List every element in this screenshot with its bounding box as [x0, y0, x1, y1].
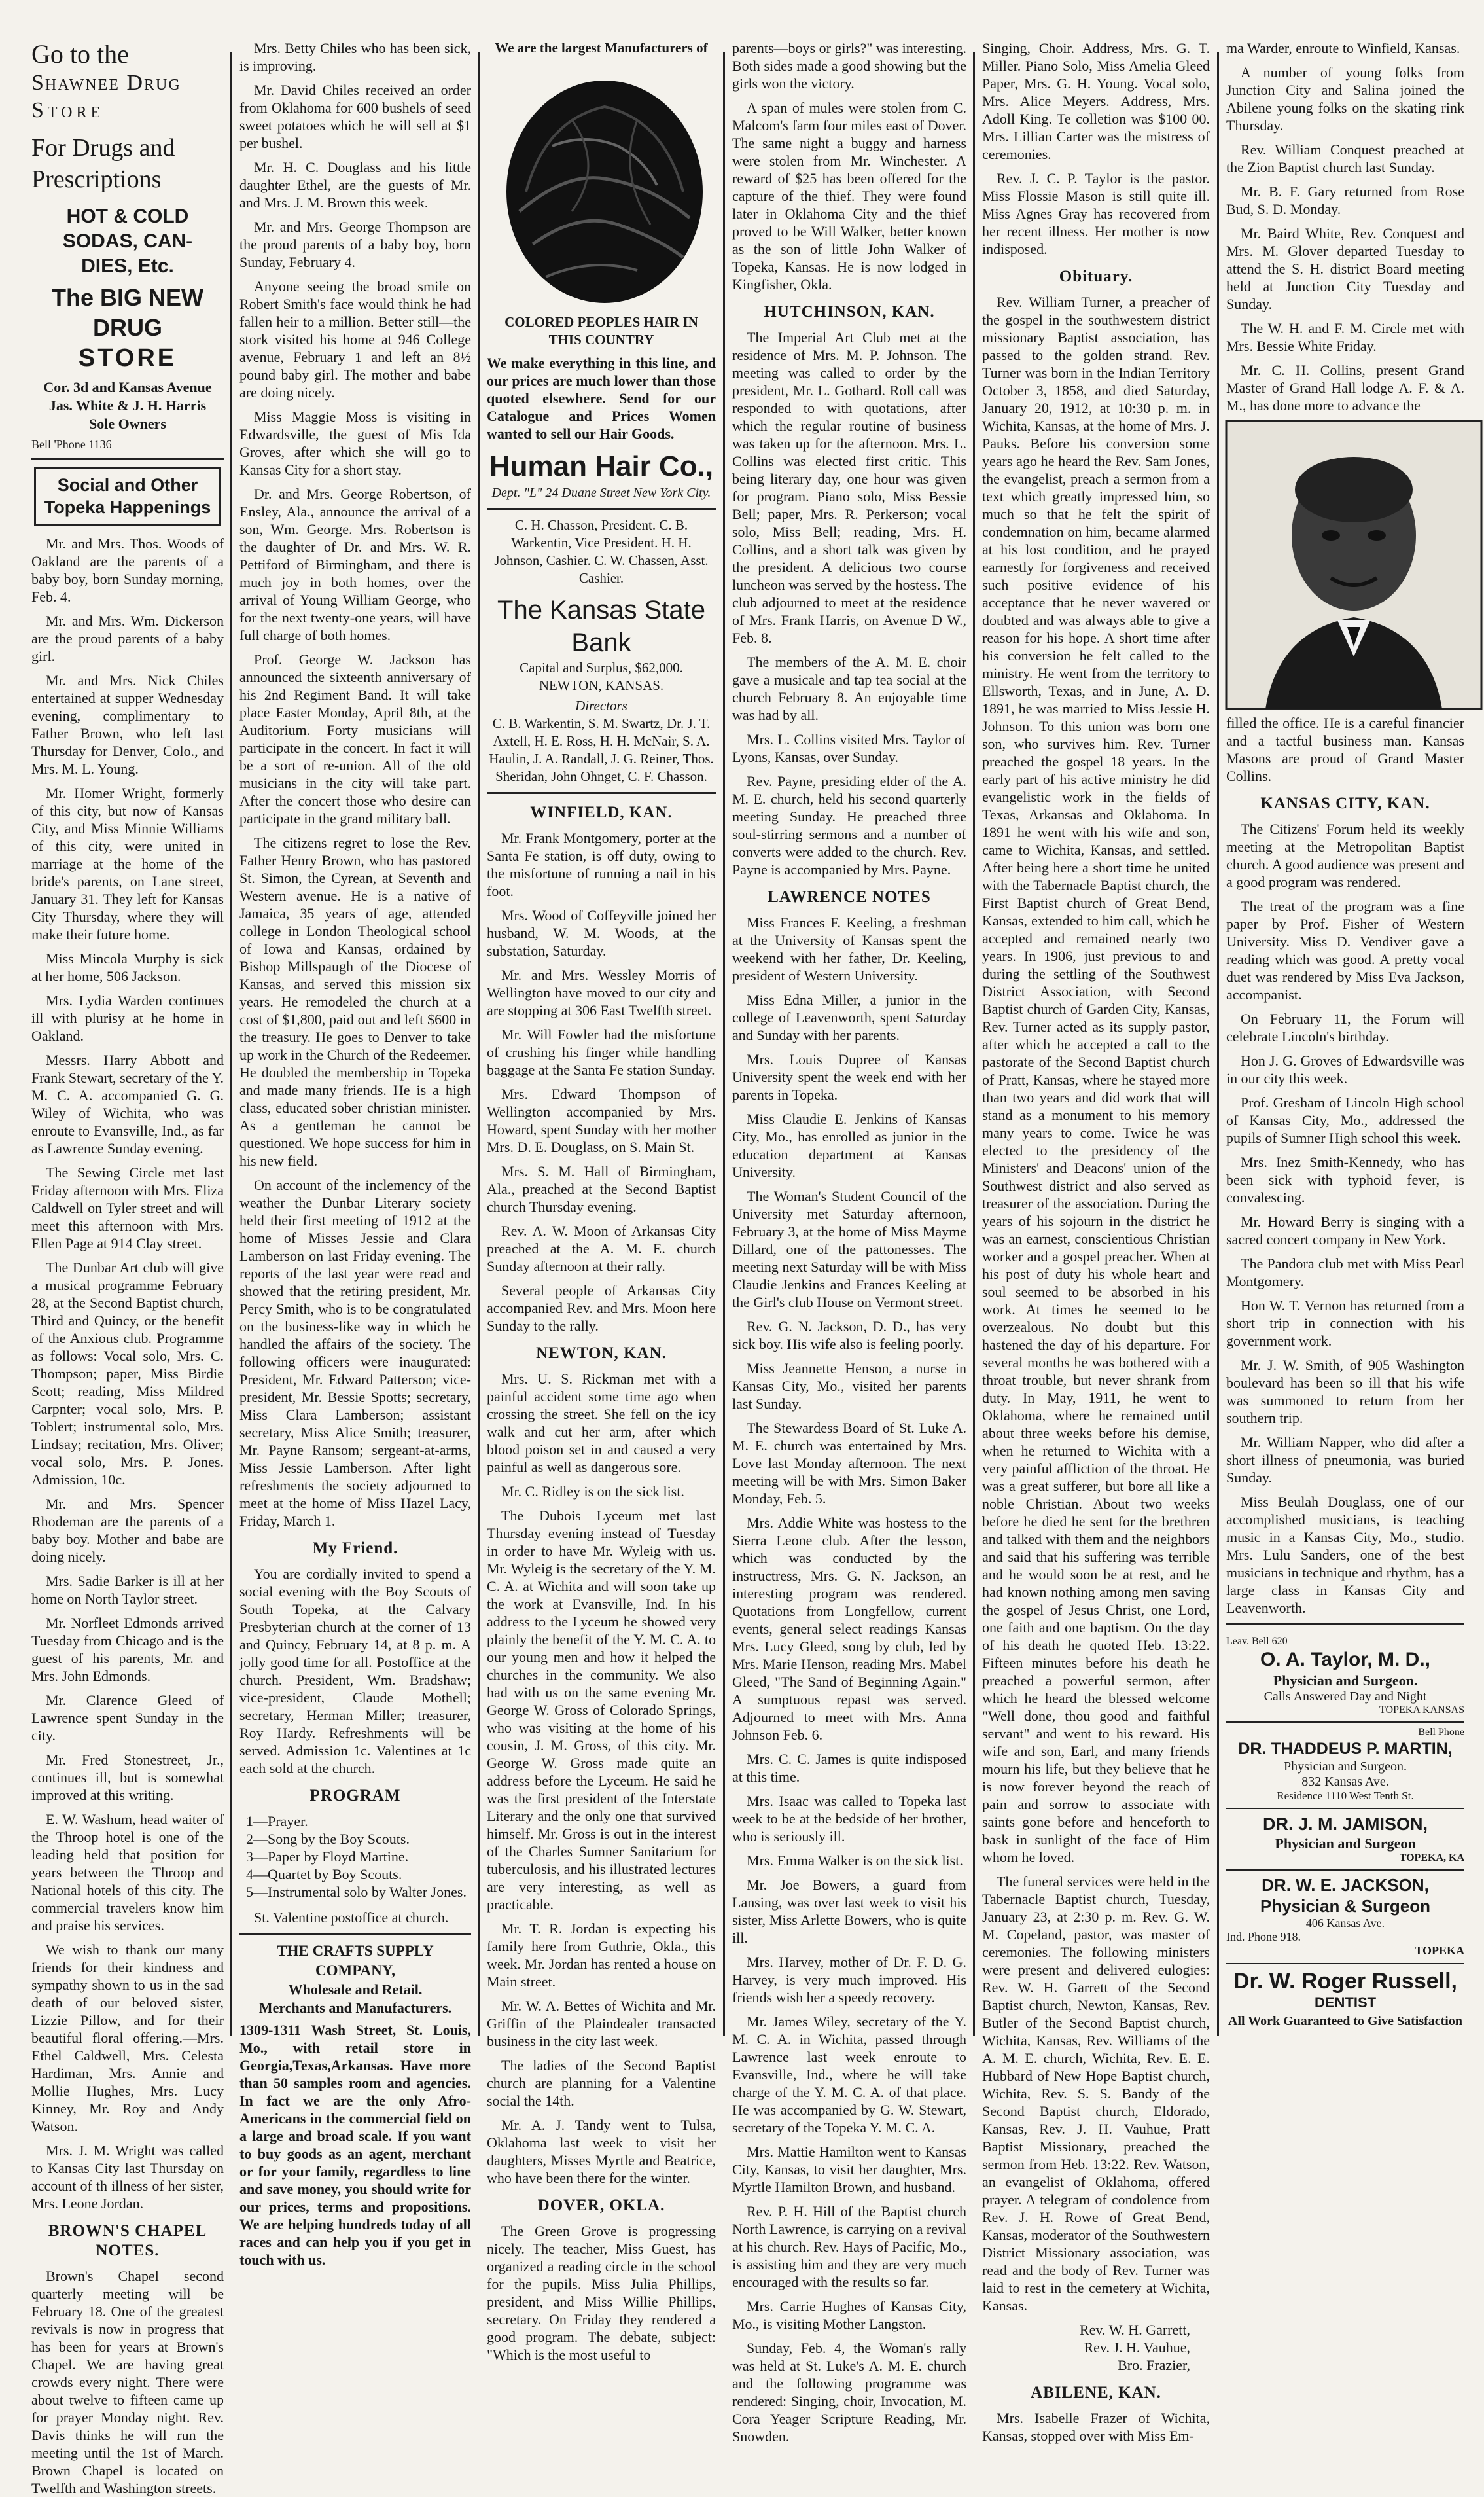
news-item: Brown's Chapel second quarterly meeting will be February 18. One of the greatest revivals is now in progress that has been for years at Brown's Chapel. We are having great crowds every night. There were about twelve to fifteen came up for prayer Monday night. Rev. Davis thinks he will run the meeting until the 1st of March. Brown Chapel is located on Twelfth and Washington streets.	[31, 2268, 224, 2496]
news-item: Mr. T. R. Jordan is expecting his family here from Guthrie, Okla., this week. Mr. Jordan has rented a house on Main street.	[487, 1920, 716, 1990]
news-item: St. Valentine postoffice at church.	[254, 1909, 449, 1926]
news-item: The Green Grove is progressing nicely. The teacher, Miss Guest, has organized a reading circle in the school for the pupils. Miss Julia Phillips, president, and Miss Willie Phillips, secretary. On Friday they rendered a good program. The debate, subject: "Which is the most useful to	[487, 2223, 716, 2363]
news-item: Mr. Howard Berry is singing with a sacred concert company in New York.	[1226, 1213, 1464, 1248]
news-item: The Citizens' Forum held its weekly meeting at the Metropolitan Baptist church. A good audience was present and a good program was rendered.	[1226, 821, 1464, 890]
news-item: Singing, Choir. Address, Mrs. G. T. Miller. Piano Solo, Miss Amelia Gleed Paper, Mrs. G. H. Young. Vocal solo, Mrs. Alice Meyers. Address, Mrs. Adoll King. Te colletion was $100 00. Mrs. Lillian Carter was the mistress of ceremonies.	[982, 40, 1210, 162]
news-item: The citizens regret to lose the Rev. Father Henry Brown, who has pastored St. Simon, the Cyrean, at Seventh and Western avenue. He is a native of Jamaica, 35 years of age, attended college in London Theological school of Iowa and Kansas, ordained by Bishop Millspaugh of the Diocese of Kansas, and served this mission six years. He remodeled the church at a cost of $1,800, paid out and left $600 in the treasury. He goes to Denver to take up work in the Church of the Redeemer. He doubled the membership in Topeka and made many friends. He is a high class, educated sober christian minister. As a gentleman he cannot be questioned. We hope success for him in his new field.	[239, 835, 471, 1169]
news-item: Mr. J. W. Smith, of 905 Washington boulevard has been so ill that his wife was summoned to return from her southern trip.	[1226, 1357, 1464, 1426]
ad-body: We make everything in this line, and our prices are much lower than those quoted elsewhere. Send for our Catalogue and Prices Women wanted to sell our Hair Goods.	[487, 355, 716, 442]
news-item: Messrs. Harry Abbott and Frank Stewart, secretary of the Y. M. C. A. accompanied G. G. Wiley of Wichita, who was enroute to Evansville, Ind., as far as Lawrence Sunday evening.	[31, 1052, 224, 1157]
news-item: Mr. and Mrs. George Thompson are the proud parents of a baby boy, born Sunday, February 4.	[239, 219, 471, 270]
news-item: A span of mules were stolen from C. Malcom's farm four miles east of Dover. The same night a buggy and harness were stolen from Mr. Winchester. A reward of $25 has been offered for the capture of the thief. They were found later in Oklahoma City and the thief proved to be Will Walker, better known as the son of little John Walker of Topeka, Kansas. He is now lodged in Kingfisher, Okla.	[732, 99, 966, 293]
news-item: Mrs. Edward Thompson of Wellington accompanied by Mrs. Howard, spent Sunday with her mother Mrs. D. E. Douglass, on S. Main St.	[487, 1086, 716, 1155]
shawnee-drug-ad	[31, 39, 224, 460]
news-item: Mr. C. H. Collins, present Grand Master of Grand Hall lodge A. F. & A. M., has done more to advance the	[1226, 362, 1464, 414]
news-item: Mr. and Mrs. Wessley Morris of Wellington have moved to our city and are stopping at 306 East Twelfth street.	[487, 967, 716, 1018]
news-item: The ladies of the Second Baptist church are planning for a Valentine social the 14th.	[487, 2057, 716, 2109]
ad-line: The BIG NEW DRUG	[52, 284, 203, 341]
news-item: Rev. William Conquest preached at the Zion Baptist church last Sunday.	[1226, 141, 1464, 175]
divider	[487, 508, 716, 510]
news-item: The Stewardess Board of St. Luke A. M. E. church was entertained by Mrs. Love last Monday afternoon. The next meeting will be with Mrs. Simon Baker Monday, Feb. 5.	[732, 1420, 966, 1507]
card-title: Physician and Surgeon	[1275, 1835, 1416, 1852]
news-item: parents—boys or girls?" was interesting. Both sides made a good showing but the girls won the victory.	[732, 40, 966, 92]
news-item: Mrs. C. C. James is quite indisposed at this time.	[732, 1751, 966, 1785]
ad-title: THE CRAFTS SUPPLY COMPANY,	[277, 1943, 434, 1979]
news-item: Rev. G. N. Jackson, D. D., has very sick boy. His wife also is feeling poorly.	[732, 1318, 966, 1352]
news-item: Mr. A. J. Tandy went to Tulsa, Oklahoma last week to visit her daughters, Misses Myrtle and Beatrice, who have been there for the winter.	[487, 2117, 716, 2186]
news-item: Mrs. Harvey, mother of Dr. F. D. G. Harvey, is very much improved. His friends wish her a speedy recovery.	[732, 1954, 966, 2005]
news-item: Mr. Fred Stonestreet, Jr., continues ill, but is somewhat improved at this writing.	[31, 1751, 224, 1803]
news-item: Rev. William Turner, a preacher of the gospel in the southwestern district missionary Baptist association, has passed to the golden strand. Rev. Turner was born in the Indian Territory October 3, 1858, and died Saturday, January 20, 1912, at 10:30 p. m. in Wichita, Kansas, at the home of Mrs. J. Pauks. Before his conversion some years ago he heard the Rev. Sam Jones, the evangelist, preach a sermon from a text which greatly impressed him, so much so that he felt the spirit of condemnation on him, became alarmed at his lost condition, and he prayed earnestly for forgiveness and received such positive evidence of his acceptance that he never wavered or doubted and was always able to give a reason for his hope. A short time after his conversion he felt called to the ministry. He went from the territory to Ellsworth, Texas, and in June, A. D. 1891, he was married to Miss Jessie H. Johnson. To this union was born one son, who survives him. Rev. Turner preached the gospel 18 years. In the early part of his active ministry he did evangelistic work in the fields of Texas, Arkansas and Oklahoma. In 1891 he went with his wife and son, came to Wichita, Kansas, and settled. After being here a short time he united with the Tabernacle Baptist church, the First Baptist church of Great Bend, Kansas, extended to him call, which he accepted and remained nearly two years. In 1906, just previous to and during the settling of the Southwest District Association, with Second Baptist church of Garden City, Kansas, Rev. Turner acted as its supply pastor, after which he accepted a call to the pastorate of the Second Baptist church of Pratt, Kansas, where he stayed more than two years and did work that will stand as a monument to his memory many years to come. Twice he was elected to the presidency of the Ministers' and Deacons' union of the Southwest district and also served as treasurer of the association. During the years of his sojourn in the district he was an earnest, conscientious Christian worker and a gospel preacher. When at his post of duty his whole heart and soul seemed to be absorbed in his work. At times he seemed to be overzealous. No doubt but this hastened the day of his departure. For several months he was bothered with a throat trouble, but never shrank from duty. In May, 1911, he went to Oklahoma, where he remained until about three weeks before his demise, when he returned to Wichita with a very painful affliction of the throat. He was a great sufferer, but bore all like a noble Christian. About two weeks before he died he sent for the brethren and talked with them and the neighbors and said that his suffering was terrible and he would soon be at rest, and he had known nothing among men saving the gospel of Jesus Christ, one Lord, one faith and one baptism. On the day of his death he quoted Heb. 13:22. Fifteen minutes before his death he preached a powerful sermon, after which he heard the blessed welcome "Well done, thou good and faithful servant" and went to his reward. His wife and son, Earl, and many friends mourn his life, but they believe that he is now forever beyond the reach of pain and sorrow to associate with saints gone before and henceforth to bask in sunlight of the face of Him whom he loved.	[982, 294, 1210, 1865]
ad-caption: COLORED PEOPLES HAIR IN THIS COUNTRY	[504, 314, 698, 348]
card-name: Dr. W. Roger Russell,	[1233, 1969, 1457, 1994]
ad-line: For Drugs and	[31, 134, 175, 162]
ad-line: Sole Owners	[89, 416, 166, 432]
news-item: The treat of the program was a fine paper by Prof. Fisher of Western University. Miss D. Vendiver gave a reading which was good. A pretty vocal duet was rendered by Miss Eva Jackson, accompanist.	[1226, 898, 1464, 1003]
ad-title: Human Hair Co.,	[489, 450, 714, 482]
program-item: 4—Quartet by Boy Scouts.	[246, 1866, 402, 1882]
ad-line: Jas. White & J. H. Harris	[48, 397, 207, 414]
column-6	[1221, 39, 1470, 2049]
news-item: We wish to thank our many friends for their kindness and sympathy shown to us in the sad death of our beloved sister, Lizzie Pillow, and for their beautiful floral offering.—Mrs. Ethel Caldwell, Mrs. Celesta Hardiman, Mrs. Annie and Mollie Hughes, Mrs. Lucy Kinney, Mr. Roy and Andy Watson.	[31, 1941, 224, 2134]
news-item: Mr. William Napper, who did after a short illness of pneumonia, was buried Sunday.	[1226, 1434, 1464, 1486]
program-item: 1—Prayer.	[246, 1813, 308, 1829]
news-item: Miss Beulah Douglass, one of our accomplished musicians, is teaching music in a Kansas City, Mo., studio. Mrs. Lulu Sanders, one of the best musicians in technique and rhythm, has a large class in Kansas City and Leavenworth.	[1226, 1494, 1464, 1616]
news-item: Mrs. L. Collins visited Mrs. Taylor of Lyons, Kansas, over Sunday.	[732, 731, 966, 765]
card-small: Bell Phone	[1418, 1727, 1464, 1738]
card-title: Physician and Surgeon.	[1273, 1672, 1418, 1689]
column-rule	[1217, 52, 1219, 2036]
column-rule	[973, 52, 975, 2036]
news-item: You are cordially invited to spend a social evening with the Boy Scouts of South Topeka, at the Calvary Presbyterian church at the corner of 13 and Quincy, February 14, at 8 p. m. A jolly good time for all. Postoffice at the church. President, Wm. Bradshaw; vice-president, Claude Mothell; secretary, Herman Miller; treasurer, Roy Hardy. Refreshments will be served. Admission 1c. Valentines at 1c each sold at the church.	[239, 1566, 471, 1776]
news-item: Miss Edna Miller, a junior in the college of Leavenworth, spent Saturday and Sunday with her parents.	[732, 992, 966, 1043]
news-item: The funeral services were held in the Tabernacle Baptist church, Tuesday, January 23, at 2:30 p. m. Rev. G. W. M. Copeland, pastor, was master of ceremonies. The following ministers were present and delivered eulogies: Rev. W. H. Garrett of the Second Baptist church, Newton, Kansas, Rev. Butler of the Second Baptist church, Wichita, Kansas, Rev. Williams of the A. M. E. church, Wichita, Rev. E. E. Hubbard of New Hope Baptist church, Wichita, Rev. S. S. Bandy of the Second Baptist church, Eldorado, Kansas, Rev. J. H. Vauhue, Pratt Baptist Missionary, preached the sermon from Heb. 13:22. Rev. Watson, an evangelist of Oklahoma, offered prayer. A telegram of condolence from Rev. J. H. Rowe of Great Bend, Kansas, moderator of the Southwestern District Missionary association, was read and the body of Rev. Turner was laid to rest in the cemetery at Wichita, Kansas.	[982, 1873, 1210, 2314]
news-item: Mrs. Isaac was called to Topeka last week to be at the bedside of her brother, who is seriously ill.	[732, 1793, 966, 1844]
news-item: Mrs. Carrie Hughes of Kansas City, Mo., is visiting Mother Langston.	[732, 2298, 966, 2332]
news-item: Mrs. Inez Smith-Kennedy, who has been sick with typhoid fever, is convalescing.	[1226, 1154, 1464, 1206]
news-item: Mr. James Wiley, secretary of the Y. M. C. A. in Wichita, passed through Lawrence last week enroute to Evansville, Ind., where he will take charge of the Y. M. C. A. of that place. He was accompanied by G. W. Stewart, secretary of the Topeka Y. M. C. A.	[732, 2013, 966, 2136]
news-item: Mrs. Sadie Barker is ill at her home on North Taylor street.	[31, 1573, 224, 1607]
news-item: Sunday, Feb. 4, the Woman's rally was held at St. Luke's A. M. E. church and the following programme was rendered: Singing, choir, Invocation, M. Cora Yeager Scripture Reading, Mr. Snowden.	[732, 2340, 966, 2445]
card-city: TOPEKA, KA	[1399, 1852, 1464, 1863]
news-item: Mr. Joe Bowers, a guard from Lansing, was over last week to visit his sister, Miss Arlette Bowers, who is quite ill.	[732, 1877, 966, 1946]
hair-illustration	[487, 61, 722, 310]
news-item: Miss Frances F. Keeling, a freshman at the University of Kansas spent the weekend with her father, Dr. Keeling, president of Western University.	[732, 914, 966, 984]
card-name: DR. THADDEUS P. MARTIN,	[1238, 1740, 1453, 1758]
section-heading: Obituary.	[1059, 268, 1133, 285]
section-heading: LAWRENCE NOTES	[768, 888, 931, 906]
news-item: Mrs. Betty Chiles who has been sick, is improving.	[239, 40, 471, 74]
card-note: All Work Guaranteed to Give Satisfaction	[1228, 2014, 1462, 2028]
news-item: The W. H. and F. M. Circle met with Mrs. Bessie White Friday.	[1226, 320, 1464, 354]
news-item: Mrs. Mattie Hamilton went to Kansas City, Kansas, to visit her daughter, Mrs. Myrtle Hamilton Brown, and husband.	[732, 2144, 966, 2195]
column-3	[482, 39, 721, 2363]
news-item: The Dunbar Art club will give a musical programme February 28, at the Second Baptist church, Third and Quincy, or the benefit of the Anxious club. Programme as follows: Vocal solo, Mrs. C. Thompson; paper, Miss Birdie Scott; reading, Miss Mildred Carpnter; vocal solo, Mrs. P. Toblert; instrumental solo, Mrs. Lindsay; recitation, Mrs. Oliver; vocal solo, Mrs. P. Jones. Admission, 10c.	[31, 1259, 224, 1488]
ad-line: Store	[31, 98, 105, 122]
news-item: Miss Mincola Murphy is sick at her home, 506 Jackson.	[31, 950, 224, 984]
news-item: Mrs. Isabelle Frazer of Wichita, Kansas, stopped over with Miss Em-	[982, 2410, 1210, 2444]
divider	[239, 1933, 471, 1935]
program-item: 2—Song by the Boy Scouts.	[246, 1831, 410, 1847]
news-item: Mr. Clarence Gleed of Lawrence spent Sunday in the city.	[31, 1692, 224, 1744]
card-name: DR. W. E. JACKSON,	[1262, 1875, 1429, 1895]
news-item: Prof. George W. Jackson has announced the sixteenth anniversary of his 2nd Regiment Band. It will take place Easter Monday, April 8th, at the Auditorium. Forty musicians will participate in the concert. In fact it will be a sort of re-union. All of the old musicians in the city will take part. After the concert those who desire can participate in the grand military ball.	[239, 651, 471, 827]
news-item: Rev. Payne, presiding elder of the A. M. E. church, held his second quarterly meeting Sunday. He preached three soul-stirring sermons and a number of converts were added to the church. Rev. Payne is accompanied by Mrs. Payne.	[732, 773, 966, 878]
section-heading: ABILENE, KAN.	[1031, 2384, 1161, 2401]
card-title: Physician & Surgeon	[1260, 1896, 1431, 1916]
news-item: The Pandora club met with Miss Pearl Montgomery.	[1226, 1255, 1464, 1289]
section-heading: My Friend.	[312, 1539, 398, 1557]
news-item: Mr. and Mrs. Spencer Rhodeman are the parents of a baby boy. Mother and babe are doing nicely.	[31, 1496, 224, 1565]
card-addr: 832 Kansas Ave.	[1301, 1774, 1389, 1789]
ad-line: SODAS, CAN-	[62, 230, 193, 252]
news-item: ma Warder, enroute to Winfield, Kansas.	[1226, 40, 1460, 56]
portrait-photo	[1226, 421, 1481, 709]
news-item: The Dubois Lyceum met last Thursday evening instead of Tuesday in order to have Mr. Wyleig with us. Mr. Wyleig is the secretary of the Y. M. C. A. at Wichita and will soon take up the work at Evansville, Ind. In his address to the Lyceum he showed very plainly the benefit of the Y. M. C. A. to our young men and how it helped the churches in the community. We also had with us on the same evening Mr. George W. Gross of Colorado Springs, who was visiting at the home of his cousin, J. M. Gross, of this city. Mr. George W. Gross made quite an address before the Lyceum. He said he was the first president of the Interstate Literary and the only one that survived himself. Mr. Gross is out in the interest of the Charles Sumner Sanitarium for tuberculosis, and his illustrated lectures are very interesting, as well as practicable.	[487, 1507, 716, 1913]
column-1	[26, 39, 229, 2496]
ad-line: STORE	[78, 344, 177, 372]
column-rule	[478, 52, 480, 2036]
news-item: Rev. P. H. Hill of the Baptist church North Lawrence, is carrying on a revival at his church. Rev. Hays of Pacific, Mo., is assisting him and they are very much encouraged with the results so far.	[732, 2203, 966, 2290]
news-item: Mr. and Mrs. Thos. Woods of Oakland are the parents of a baby boy, born Sunday morning, Feb. 4.	[31, 535, 224, 605]
card-name: DR. J. M. JAMISON,	[1262, 1814, 1428, 1834]
news-item: Hon J. G. Groves of Edwardsville was in our city this week.	[1226, 1052, 1464, 1087]
card-city: TOPEKA	[1415, 1944, 1464, 1957]
bank-directors: C. B. Warkentin, S. M. Swartz, Dr. J. T. Axtell, H. E. Ross, H. H. McNair, S. A. Haulin, J. A. Randall, J. G. Reiner, Thos. Sheridan, John Ohnget, C. F. Chasson.	[489, 715, 714, 784]
ad-sub: Merchants and Manufacturers.	[258, 2000, 452, 2016]
card-phone: Ind. Phone 918.	[1226, 1930, 1301, 1943]
news-item: On account of the inclemency of the weather the Dunbar Literary society held their first meeting of 1912 at the home of Misses Jessie and Clara Lamberson on last Friday evening. The reports of the last year were read and showed that the retiring president, Mr. Percy Smith, who is to be congratulated on the business-like way in which he handled the affairs of the society. The following officers were inaugurated: President, Mr. Edward Patterson; vice-president, Mr. Bessie Spotts; secretary, Miss Clara Lamberson; assistant secretary, Miss Alice Smith; treasurer, Mr. Payne Ransom; sergeant-at-arms, Miss Jessie Lamberson. After light refreshments the society adjourned to meet at the home of Miss Hazel Lacy, Friday, March 1.	[239, 1177, 471, 1529]
ad-line: Go to the	[31, 39, 129, 69]
news-item: Rev. A. W. Moon of Arkansas City preached at the A. M. E. church Sunday afternoon at their rally.	[487, 1223, 716, 1274]
news-item: Mr. and Mrs. Wm. Dickerson are the proud parents of a baby girl.	[31, 613, 224, 664]
card-title: Physician and Surgeon.	[1284, 1759, 1407, 1774]
column-2	[234, 39, 476, 2268]
column-rule	[723, 52, 725, 2036]
news-item: Mr. Will Fowler had the misfortune of crushing his finger while handling baggage at the Santa Fe station Sunday.	[487, 1026, 716, 1078]
ad-head: We are the largest Manufacturers of	[495, 40, 708, 56]
program-list	[239, 1812, 471, 1901]
section-heading: BROWN'S CHAPEL NOTES.	[48, 2222, 207, 2259]
news-item: Dr. and Mrs. George Robertson, of Ensley, Ala., announce the arrival of a son, Wm. George. Mrs. Robertson is the daughter of Dr. and Mrs. W. R. Pettiford of Birmingham, and there is much joy in both homes, over the arrival of Young William George, who for the next twenty-one years, will have full charge of both homes.	[239, 486, 471, 643]
news-item: On February 11, the Forum will celebrate Lincoln's birthday.	[1226, 1011, 1464, 1045]
news-item: Mrs. Wood of Coffeyville joined her husband, W. M. Woods, at the substation, Saturday.	[487, 907, 716, 959]
news-item: Mrs. Louis Dupree of Kansas University spent the week end with her parents in Topeka.	[732, 1051, 966, 1103]
doctor-card-jackson	[1226, 1871, 1464, 1964]
section-heading: WINFIELD, KAN.	[530, 804, 673, 821]
bank-ad	[487, 516, 716, 785]
news-item: Mr. H. C. Douglass and his little daughter Ethel, are the guests of Mr. and Mrs. J. M. Brown this week.	[239, 159, 471, 211]
card-city: TOPEKA KANSAS	[1379, 1704, 1464, 1716]
ad-body: 1309-1311 Wash Street, St. Louis, Mo., with retail store in Georgia,Texas,Arkansas. Have more than 50 samples room and agencies. In fact we are the only Afro-Americans in the commercial field on a large and broad scale. If you want to buy goods as an agent, merchant or for your family, regardless to line and save money, you should write for our prices, terms and propositions. We are helping hundreds today of all races and can help you if you get in touch with us.	[239, 2022, 471, 2268]
news-item: Anyone seeing the broad smile on Robert Smith's face would think he had fallen heir to a million. Better still—the stork visited his home at 946 College avenue, February 1 and left an 8½ pound baby girl. The mother and babe are doing nicely.	[239, 278, 471, 401]
card-small: Leav. Bell 620	[1226, 1636, 1288, 1647]
news-item: filled the office. He is a careful financier and a tactful business man. Kansas Masons are proud of Grand Master Collins.	[1226, 715, 1464, 784]
news-item: Mrs. U. S. Rickman met with a painful accident some time ago when crossing the street. She fell on the icy walk and cut her arm, after which blood poison set in and caused a very painful as well as dangerous sore.	[487, 1371, 716, 1475]
program-heading: PROGRAM	[309, 1787, 401, 1805]
news-item: Mr. Norfleet Edmonds arrived Tuesday from Chicago and is the guest of his parents, Mr. and Mrs. John Edmonds.	[31, 1615, 224, 1684]
doctor-card-taylor	[1226, 1632, 1464, 1723]
news-item: Mrs. Lydia Warden continues ill with plurisy at he home in Oakland.	[31, 992, 224, 1044]
section-heading: DOVER, OKLA.	[537, 2197, 665, 2214]
news-item: The Woman's Student Council of the University met Saturday afternoon, February 3, at the home of Miss Mayme Dillard, one of the pattonesses. The meeting next Saturday will be with Miss Claudie Jenkins and Frances Keeling at the Girl's club House on Vermont street.	[732, 1188, 966, 1310]
news-item: Mrs. J. M. Wright was called to Kansas City last Thursday on account of th illness of her sister, Mrs. Leone Jordan.	[31, 2142, 224, 2212]
signature: Rev. J. H. Vauhue,	[1084, 2339, 1190, 2356]
ad-line: Bell 'Phone 1136	[31, 438, 112, 451]
news-item: Mr. David Chiles received an order from Oklahoma for 600 bushels of seed sweet potatoes which he will sell at $1 per bushel.	[239, 82, 471, 151]
signature: Rev. W. H. Garrett,	[1079, 2322, 1190, 2338]
ad-line: DIES, Etc.	[81, 255, 174, 277]
news-item: Miss Maggie Moss is visiting in Edwardsville, the guest of Mis Ida Groves, after which she will go to Kansas City for a short stay.	[239, 408, 471, 478]
news-item: Hon W. T. Vernon has returned from a short trip in connection with his government work.	[1226, 1297, 1464, 1349]
divider	[1226, 1623, 1464, 1625]
ad-title: The Kansas State Bank	[497, 596, 705, 657]
ad-address: Dept. "L" 24 Duane Street New York City.	[491, 486, 711, 500]
bank-directors-label: Directors	[575, 698, 627, 713]
section-heading-box	[34, 467, 221, 526]
card-addr: Calls Answered Day and Night	[1263, 1689, 1427, 1704]
news-item: Mrs. Emma Walker is on the sick list.	[747, 1852, 963, 1869]
card-addr: 406 Kansas Ave.	[1305, 1916, 1385, 1930]
column-4	[727, 39, 972, 2445]
news-item: Mrs. S. M. Hall of Birmingham, Ala., preached at the Second Baptist church Thursday evening.	[487, 1163, 716, 1215]
news-item: The Imperial Art Club met at the residence of Mrs. M. P. Johnson. The meeting was called to order by the president, Mr. L. Gothard. Roll call was responded to with quotations, after which the regular routine of business was taken up for the afternoon. Mrs. L. Collins was elected first critic. This being literary day, one hour was given for program. Piano solo, Miss Bessie Bell; paper, Mrs. R. Perkerson; vocal solo, Miss Bell; reading, Mrs. H. Collins, and a short talk was given by the president. A delicious two course luncheon was served by the hostess. The club adjourned to meet at the residence of Mrs. Frank Harris, on Avenue D W., Feb. 8.	[732, 329, 966, 646]
news-item: Mr. and Mrs. Nick Chiles entertained at supper Wednesday evening, complimentary to Father Brown, who left last Thursday for Denver, Colo., and Mrs. M. L. Young.	[31, 672, 224, 777]
section-heading: KANSAS CITY, KAN.	[1260, 795, 1430, 812]
section-heading: NEWTON, KAN.	[536, 1344, 667, 1362]
program-item: 5—Instrumental solo by Walter Jones.	[246, 1884, 467, 1900]
news-item: A number of young folks from Junction City and Salina joined the Abilene young folks on the skating rink Thursday.	[1226, 64, 1464, 134]
bank-capital: Capital and Surplus, $62,000. NEWTON, KANSAS.	[520, 660, 683, 693]
news-item: Mr. B. F. Gary returned from Rose Bud, S. D. Monday.	[1226, 183, 1464, 217]
section-heading: HUTCHINSON, KAN.	[764, 303, 935, 321]
card-name: O. A. Taylor, M. D.,	[1260, 1649, 1431, 1670]
news-item: Miss Claudie E. Jenkins of Kansas City, Mo., has enrolled as junior in the education department at Kansas University.	[732, 1111, 966, 1180]
news-item: Mrs. Addie White was hostess to the Sierra Leone club. After the lesson, which was conducted by the instructress, Mrs. G. N. Jackson, an interesting program was rendered. Quotations from Longfellow, current events, general select readings Kansas Mrs. Lucy Gleed, song by club, led by Mrs. Marie Henson, reading Mrs. Mabel Gleed, "The Sand of Beginning Again." A sumptuous repast was served. Adjourned to meet with Mrs. Anna Johnson Feb. 6.	[732, 1515, 966, 1743]
divider	[487, 792, 716, 794]
column-rule	[230, 52, 232, 2036]
news-item: The Sewing Circle met last Friday afternoon with Mrs. Eliza Caldwell on Tyler street and will meet this afternoon with Mrs. Ellen Page at 914 Clay street.	[31, 1164, 224, 1251]
ad-sub: Wholesale and Retail.	[288, 1981, 423, 1998]
news-item: Mr. C. Ridley is on the sick list.	[501, 1483, 684, 1500]
card-phone: Residence 1110 West Tenth St.	[1277, 1789, 1414, 1802]
doctor-card-martin	[1226, 1723, 1464, 1809]
column-5	[977, 39, 1215, 2444]
news-item: The members of the A. M. E. choir gave a musicale and tap tea social at the church February 8. An enjoyable time was had by all.	[732, 654, 966, 723]
ad-line: Shawnee Drug	[31, 71, 181, 95]
ad-line: Prescriptions	[31, 166, 162, 193]
doctor-card-jamison	[1226, 1809, 1464, 1871]
program-item: 3—Paper by Floyd Martine.	[246, 1848, 409, 1865]
news-item: Mr. Homer Wright, formerly of this city, but now of Kansas City, and Miss Minnie Williams of this city, were united in marriage at the home of the bride's parents, on Lane street, January 31. They left for Kansas City Thursday, where they will make their future home.	[31, 785, 224, 943]
dentist-card-russell	[1226, 1964, 1464, 2034]
ad-line: HOT & COLD	[66, 206, 189, 227]
section-heading: Social and Other Topeka Happenings	[44, 475, 211, 517]
news-item: Rev. J. C. P. Taylor is the pastor. Miss Flossie Mason is still quite ill. Miss Agnes Gray has recovered from her recent illness. Her mother is now indisposed.	[982, 170, 1210, 257]
news-item: Mr. Baird White, Rev. Conquest and Mrs. M. Glover departed Tuesday to attend the S. H. district Board meeting held at Junction City Tuesday and Sunday.	[1226, 225, 1464, 312]
news-item: Miss Jeannette Henson, a nurse in Kansas City, Mo., visited her parents last Sunday.	[732, 1360, 966, 1412]
hair-ad	[487, 39, 716, 501]
ad-line: Cor. 3d and Kansas Avenue	[43, 379, 212, 395]
news-item: E. W. Washum, head waiter of the Throop hotel is one of the leading held that position for years between the Throop and National hotels of this city. The commercial travelers know him and praise his services.	[31, 1811, 224, 1933]
news-item: Mr. W. A. Bettes of Wichita and Mr. Griffin of the Plaindealer transacted business in the city last week.	[487, 1998, 716, 2049]
bank-officers: C. H. Chasson, President. C. B. Warkentin, Vice President. H. H. Johnson, Cashier. C. W. Chassen, Asst. Cashier.	[494, 517, 709, 586]
card-title: DENTIST	[1314, 1994, 1377, 2011]
news-item: Prof. Gresham of Lincoln High school of Kansas City, Mo., addressed the pupils of Sumner High school this week.	[1226, 1094, 1464, 1146]
crafts-supply-ad	[239, 1941, 471, 2269]
news-item: Several people of Arkansas City accompanied Rev. and Mrs. Moon here Sunday to the rally.	[487, 1282, 716, 1334]
signature: Bro. Frazier,	[1118, 2357, 1190, 2373]
news-item: Mr. Frank Montgomery, porter at the Santa Fe station, is off duty, owing to the misfortune of running a nail in his foot.	[487, 830, 716, 899]
signatures	[982, 2321, 1210, 2374]
